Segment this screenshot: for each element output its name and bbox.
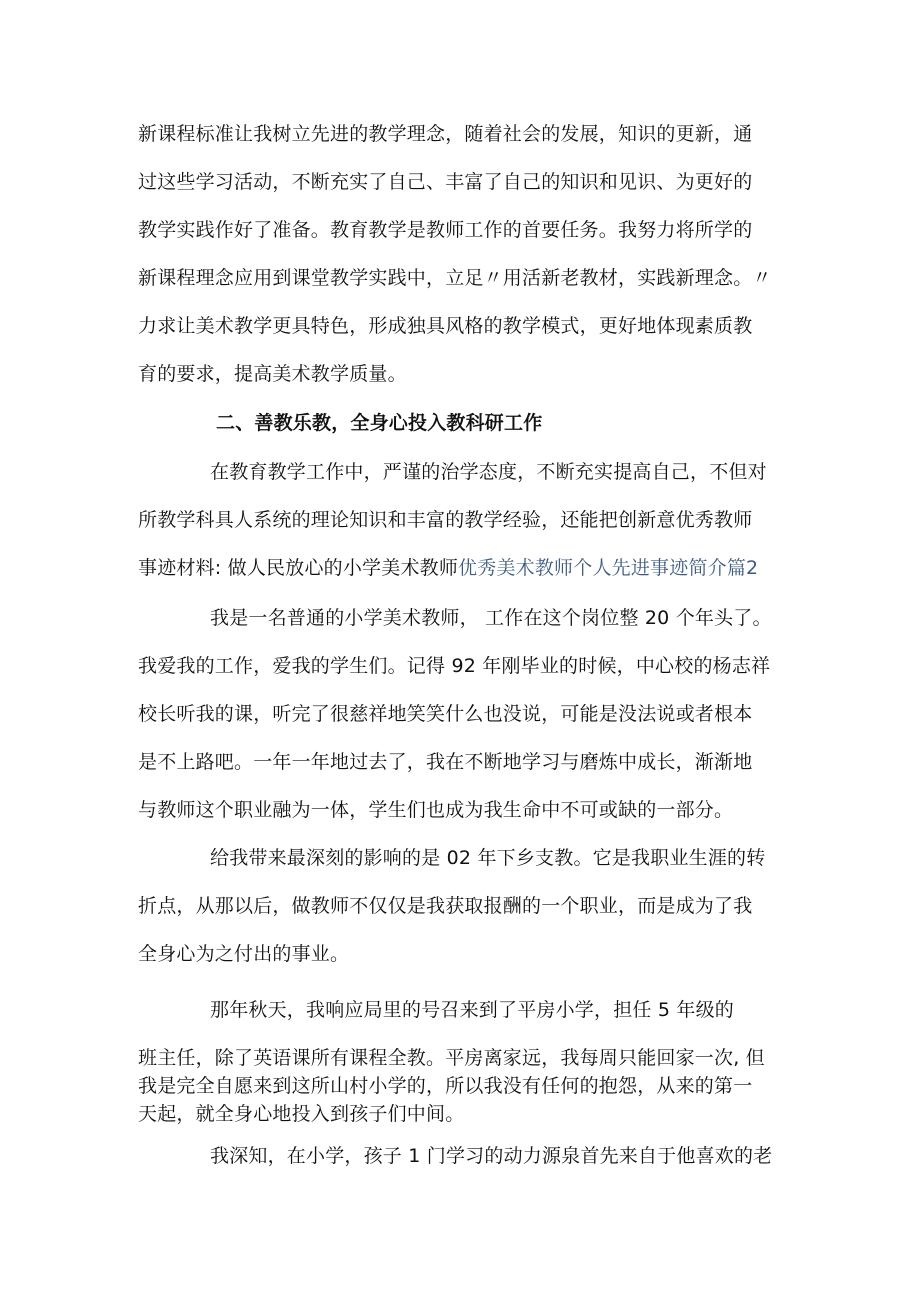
paragraph-line: 教学实践作好了准备。教育教学是教师工作的首要任务。我努力将所学的 bbox=[138, 219, 753, 241]
paragraph-line: 是不上路吧。一年一年地过去了，我在不断地学习与磨炼中成长，渐渐地 bbox=[138, 751, 753, 773]
paragraph-line: 新课程标准让我树立先进的教学理念，随着社会的发展，知识的更新，通 bbox=[138, 123, 753, 145]
paragraph-line: 我是一名普通的小学美术教师， 工作在这个岗位整 20 个年头了。 bbox=[210, 607, 772, 629]
paragraph-text: 事迹材料: 做人民放心的小学美术教师 bbox=[138, 557, 459, 579]
paragraph-line: 班主任，除了英语课所有课程全教。平房离家远，我每周只能回家一次, 但 bbox=[138, 1047, 765, 1069]
paragraph-line: 力求让美术教学更具特色，形成独具风格的教学模式，更好地体现素质教 bbox=[138, 315, 753, 337]
article-link[interactable]: 优秀美术教师个人先进事迹简介篇2 bbox=[458, 557, 759, 579]
paragraph-line: 全身心为之付出的事业。 bbox=[138, 943, 350, 965]
paragraph-line: 我爱我的工作，爱我的学生们。记得 92 年刚毕业的时候，中心校的杨志祥 bbox=[138, 655, 771, 677]
paragraph-line: 在教育教学工作中，严谨的治学态度，不断充实提高自己，不但对 bbox=[210, 461, 767, 483]
paragraph-line bbox=[138, 556, 798, 580]
paragraph-line: 折点，从那以后，做教师不仅仅是我获取报酬的一个职业，而是成为了我 bbox=[138, 895, 753, 917]
paragraph-line: 育的要求，提高美术教学质量。 bbox=[138, 363, 407, 385]
paragraph-line: 我深知，在小学，孩子 1 门学习的动力源泉首先来自于他喜欢的老 bbox=[210, 1145, 773, 1167]
paragraph-line: 那年秋天，我响应局里的号召来到了平房小学，担任 5 年级的 bbox=[210, 999, 734, 1021]
paragraph-line: 与教师这个职业融为一体，学生们也成为我生命中不可或缺的一部分。 bbox=[138, 799, 734, 821]
paragraph-line: 过这些学习活动，不断充实了自己、丰富了自己的知识和见识、为更好的 bbox=[138, 171, 753, 193]
paragraph-line: 我是完全自愿来到这所山村小学的，所以我没有任何的抱怨，从来的第一 bbox=[138, 1075, 753, 1097]
paragraph-line: 所教学科具人系统的理论知识和丰富的教学经验，还能把创新意优秀教师 bbox=[138, 509, 753, 531]
paragraph-line: 给我带来最深刻的影响的是 02 年下乡支教。它是我职业生涯的转 bbox=[210, 847, 766, 869]
paragraph-line: 新课程理念应用到课堂教学实践中，立足〃用活新老教材，实践新理念。〃 bbox=[138, 267, 772, 289]
section-heading: 二、善教乐教，全身心投入教科研工作 bbox=[216, 412, 543, 434]
paragraph-line: 校长听我的课，听完了很慈祥地笑笑什么也没说，可能是没法说或者根本 bbox=[138, 703, 753, 725]
paragraph-line: 天起，就全身心地投入到孩子们中间。 bbox=[138, 1103, 465, 1125]
